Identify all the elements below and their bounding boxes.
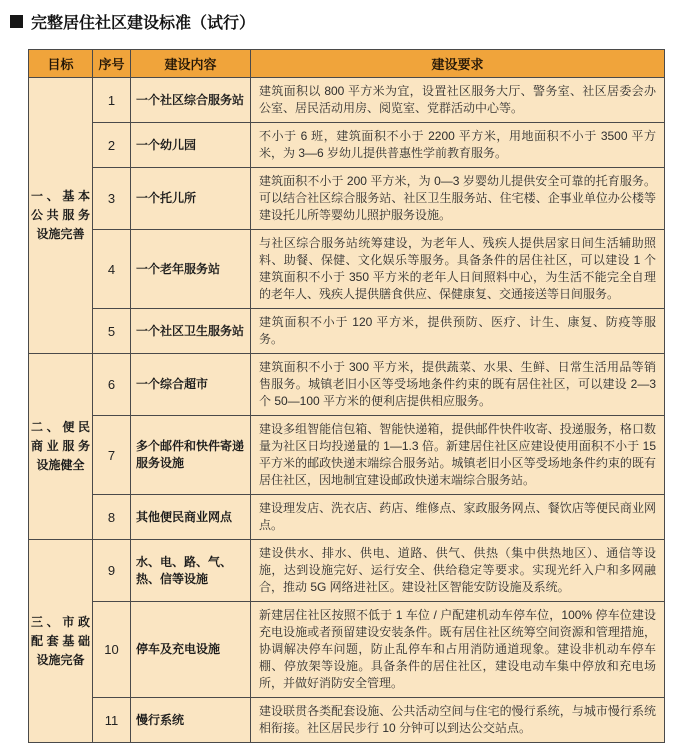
construction-requirement-cell: 建设理发店、洗衣店、药店、维修点、家政服务网点、餐饮店等便民商业网点。 bbox=[251, 495, 665, 540]
construction-content-cell: 一个社区卫生服务站 bbox=[131, 309, 251, 354]
table-body bbox=[29, 78, 665, 743]
column-header-1: 目标 bbox=[29, 50, 93, 78]
row-number-cell: 10 bbox=[93, 602, 131, 698]
table-row bbox=[29, 78, 665, 123]
page-title-text: 完整居住社区建设标准（试行） bbox=[31, 15, 256, 32]
table-row bbox=[29, 416, 665, 495]
table-row bbox=[29, 354, 665, 416]
row-number-cell: 5 bbox=[93, 309, 131, 354]
construction-content-cell: 一个社区综合服务站 bbox=[131, 78, 251, 123]
construction-requirement-cell: 建筑面积以 800 平方米为宜，设置社区服务大厅、警务室、社区居委会办公室、居民活动用房、阅览室、党群活动中心等。 bbox=[251, 78, 665, 123]
construction-content-cell: 其他便民商业网点 bbox=[131, 495, 251, 540]
table-header bbox=[29, 50, 665, 78]
table-row bbox=[29, 495, 665, 540]
column-header-3: 建设内容 bbox=[131, 50, 251, 78]
construction-requirement-cell: 与社区综合服务站统筹建设，为老年人、残疾人提供居家日间生活辅助照料、助餐、保健、文化娱乐等服务。具备条件的居住社区，可以建设 1 个建筑面积不小于 350 平方米的老年人日间照料中心，为生活不能完全自理的老年人、残疾人提供膳食供应、保健康复、交通接送等日间服务。 bbox=[251, 230, 665, 309]
header-row bbox=[29, 50, 665, 78]
construction-content-cell: 一个综合超市 bbox=[131, 354, 251, 416]
construction-content-cell: 一个老年服务站 bbox=[131, 230, 251, 309]
column-header-4: 建设要求 bbox=[251, 50, 665, 78]
row-number-cell: 8 bbox=[93, 495, 131, 540]
construction-content-cell: 一个托儿所 bbox=[131, 168, 251, 230]
row-number-cell: 2 bbox=[93, 123, 131, 168]
row-number-cell: 7 bbox=[93, 416, 131, 495]
column-header-2: 序号 bbox=[93, 50, 131, 78]
standards-table bbox=[28, 49, 665, 743]
page-title bbox=[0, 0, 675, 45]
construction-requirement-cell: 建设供水、排水、供电、道路、供气、供热（集中供热地区）、通信等设施，达到设施完好、运行安全、供给稳定等要求。实现光纤入户和多网融合，推动 5G 网络进社区。建设社区智能安防设施及系统。 bbox=[251, 540, 665, 602]
construction-requirement-cell: 建筑面积不小于 120 平方米，提供预防、医疗、计生、康复、防疫等服务。 bbox=[251, 309, 665, 354]
construction-content-cell: 一个幼儿园 bbox=[131, 123, 251, 168]
construction-content-cell: 慢行系统 bbox=[131, 698, 251, 743]
table-row bbox=[29, 309, 665, 354]
construction-requirement-cell: 建设多组智能信包箱、智能快递箱，提供邮件快件收寄、投递服务，格口数量为社区日均投递量的 1—1.3 倍。新建居住社区应建设使用面积不小于 15 平方米的邮政快递末端综合服务站。城镇老旧小区等受场地条件约束的既有居住社区，因地制宜建设邮政快递末端综合服务站。 bbox=[251, 416, 665, 495]
table-row bbox=[29, 168, 665, 230]
table-row bbox=[29, 123, 665, 168]
table-row bbox=[29, 540, 665, 602]
row-number-cell: 9 bbox=[93, 540, 131, 602]
row-number-cell: 4 bbox=[93, 230, 131, 309]
row-number-cell: 11 bbox=[93, 698, 131, 743]
row-number-cell: 1 bbox=[93, 78, 131, 123]
table-row bbox=[29, 698, 665, 743]
construction-requirement-cell: 建设联贯各类配套设施、公共活动空间与住宅的慢行系统，与城市慢行系统相衔接。社区居民步行 10 分钟可以到达公交站点。 bbox=[251, 698, 665, 743]
construction-requirement-cell: 建筑面积不小于 200 平方米，为 0—3 岁婴幼儿提供安全可靠的托育服务。可以结合社区综合服务站、社区卫生服务站、住宅楼、企事业单位办公楼等建设托儿所等婴幼儿照护服务设施。 bbox=[251, 168, 665, 230]
row-number-cell: 6 bbox=[93, 354, 131, 416]
construction-content-cell: 水、电、路、气、热、信等设施 bbox=[131, 540, 251, 602]
construction-content-cell: 多个邮件和快件寄递服务设施 bbox=[131, 416, 251, 495]
table-row bbox=[29, 602, 665, 698]
construction-content-cell: 停车及充电设施 bbox=[131, 602, 251, 698]
goal-cell: 一、基本公共服务设施完善 bbox=[29, 78, 93, 354]
table-row bbox=[29, 230, 665, 309]
construction-requirement-cell: 建筑面积不小于 300 平方米，提供蔬菜、水果、生鲜、日常生活用品等销售服务。城镇老旧小区等受场地条件约束的既有居住社区，可以建设 2—3 个 50—100 平方米的便利店提供相应服务。 bbox=[251, 354, 665, 416]
construction-requirement-cell: 新建居住社区按照不低于 1 车位 / 户配建机动车停车位，100% 停车位建设充电设施或者预留建设安装条件。既有居住社区统筹空间资源和管理措施，协调解决停车问题，防止乱停车和占用消防通道现象。建设非机动车停车棚、停放架等设施。具备条件的居住社区，建设电动车集中停放和充电场所，并做好消防安全管理。 bbox=[251, 602, 665, 698]
goal-cell: 三、市政配套基础设施完备 bbox=[29, 540, 93, 743]
row-number-cell: 3 bbox=[93, 168, 131, 230]
title-bullet-icon bbox=[10, 15, 23, 28]
goal-cell: 二、便民商业服务设施健全 bbox=[29, 354, 93, 540]
construction-requirement-cell: 不小于 6 班，建筑面积不小于 2200 平方米，用地面积不小于 3500 平方米，为 3—6 岁幼儿提供普惠性学前教育服务。 bbox=[251, 123, 665, 168]
